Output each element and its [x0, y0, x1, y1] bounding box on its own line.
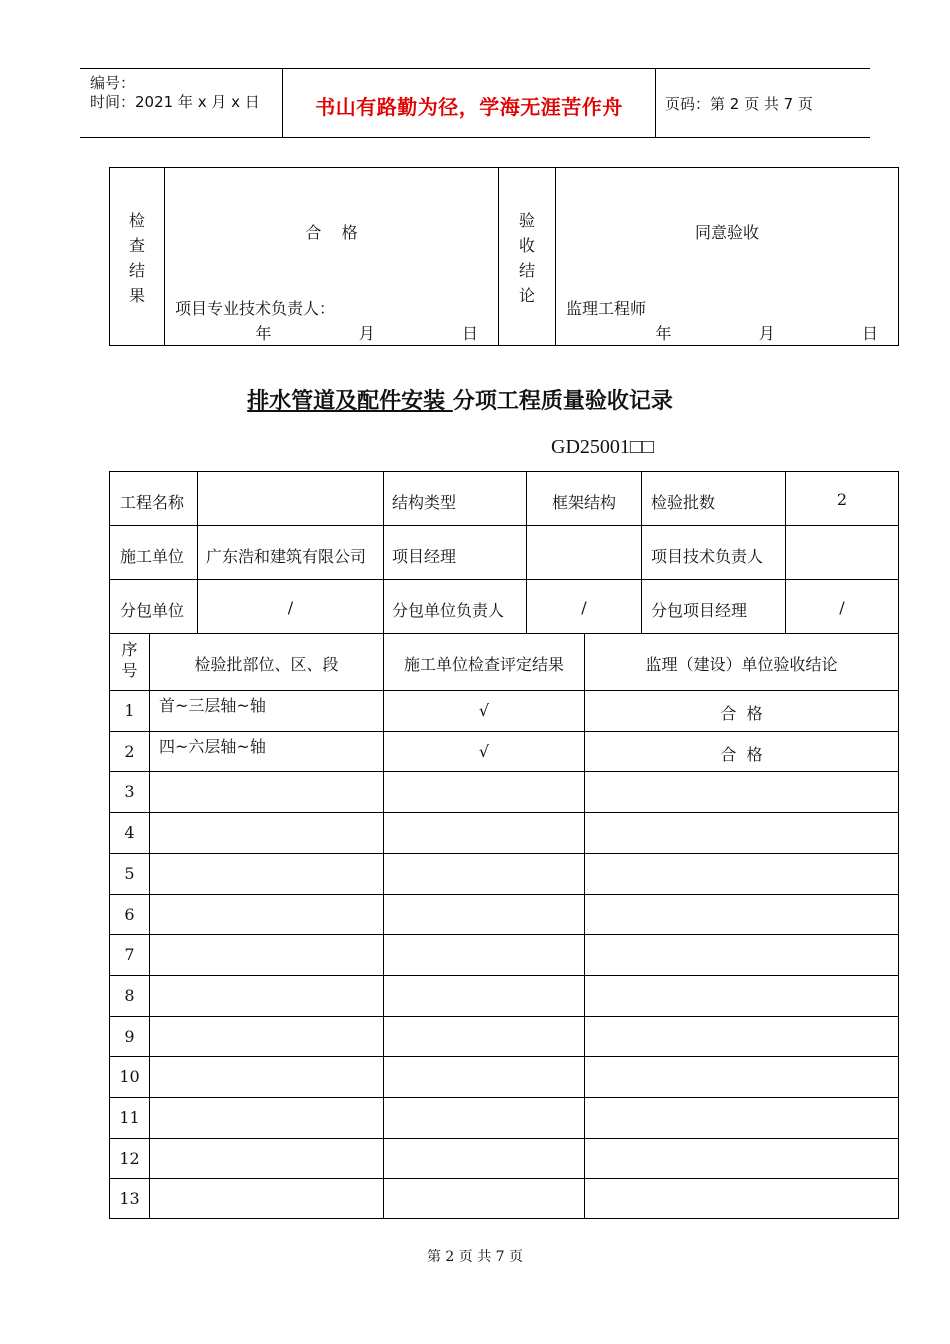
row-number: 12: [119, 1149, 140, 1168]
row-divider: [110, 1056, 898, 1057]
time-label: 时间：2021 年 x 月 x 日: [90, 93, 260, 111]
contractor-value: 广东浩和建筑有限公司: [206, 547, 367, 566]
row-number: 2: [124, 742, 135, 761]
row-check: √: [478, 701, 490, 720]
motto: 书山有路勤为径，学海无涯苦作舟: [315, 94, 623, 119]
batch-count-value: 2: [836, 490, 848, 509]
structure-type-value: 框架结构: [551, 493, 616, 512]
tech-lead-label: 项目技术负责人: [651, 547, 764, 566]
row-divider: [110, 1097, 898, 1098]
accept-signer: 监理工程师: [566, 299, 647, 318]
row-number: 5: [124, 864, 135, 883]
row-number: 10: [119, 1067, 140, 1086]
col-location: 检验批部位、区、段: [194, 655, 339, 674]
row-divider: [110, 731, 898, 732]
number-label: 编号：: [90, 74, 136, 92]
check-signer: 项目专业技术负责人：: [175, 299, 336, 318]
row-divider: [110, 1178, 898, 1179]
row-divider: [110, 771, 898, 772]
row-conclusion: 合 格: [720, 745, 763, 764]
header-page-cell: [655, 69, 870, 137]
row-divider: [110, 894, 898, 895]
pm-label: 项目经理: [392, 547, 457, 566]
row-divider: [110, 1138, 898, 1139]
project-name-label: 工程名称: [120, 493, 185, 512]
accept-result-cell: [556, 168, 898, 345]
row-number: 13: [119, 1189, 140, 1208]
col-supervisor-result: 监理（建设）单位验收结论: [645, 655, 838, 674]
check-date: 年 月 日: [255, 324, 478, 343]
row-divider: [110, 975, 898, 976]
title-item-name: 排水管道及配件安装: [247, 388, 453, 414]
header-motto-cell: [282, 69, 656, 137]
title-rest: 分项工程质量验收记录: [452, 388, 673, 414]
row-location: 四~六层轴~轴: [159, 737, 266, 756]
check-result-cell: [165, 168, 499, 345]
col-contractor-result: 施工单位检查评定结果: [403, 655, 564, 674]
result-table: [109, 167, 899, 346]
form-code: GD25001□□: [551, 436, 655, 458]
accept-label-cell: [499, 168, 556, 345]
accept-value: 同意验收: [694, 223, 759, 242]
sub-pm-value: /: [839, 598, 845, 617]
page-footer: 第 2 页 共 7 页: [426, 1249, 524, 1265]
batch-count-label: 检验批数: [651, 493, 716, 512]
row-number: 6: [124, 905, 135, 924]
sub-lead-value: /: [581, 598, 587, 617]
check-label: 检 查 结 果: [128, 211, 145, 305]
row-number: 4: [124, 823, 135, 842]
row-divider: [110, 812, 898, 813]
row-number: 11: [119, 1108, 140, 1127]
row-location: 首~三层轴~轴: [159, 696, 266, 715]
structure-type-label: 结构类型: [392, 493, 457, 512]
header-meta: [80, 69, 282, 137]
check-value: 合 格: [305, 223, 358, 242]
accept-date: 年 月 日: [655, 324, 878, 343]
contractor-label: 施工单位: [120, 547, 185, 566]
row-number: 9: [124, 1027, 135, 1046]
document-title: [0, 384, 920, 415]
row-divider: [110, 934, 898, 935]
row-check: √: [478, 742, 490, 761]
row-number: 7: [124, 945, 135, 964]
sub-pm-label: 分包项目经理: [651, 601, 748, 620]
sub-lead-label: 分包单位负责人: [392, 601, 505, 620]
row-divider: [110, 1016, 898, 1017]
col-seq: 序 号: [121, 640, 138, 680]
acceptance-table: [109, 471, 899, 1219]
accept-label: 验 收 结 论: [518, 211, 535, 305]
row-number: 1: [124, 701, 135, 720]
row-conclusion: 合 格: [720, 704, 763, 723]
row-number: 3: [124, 782, 135, 801]
row-divider: [110, 853, 898, 854]
sub-value: /: [287, 598, 294, 617]
page-header: [80, 68, 870, 138]
check-label-cell: [110, 168, 165, 345]
row-number: 8: [124, 986, 135, 1005]
sub-label: 分包单位: [120, 601, 185, 620]
page-label: 页码：第 2 页 共 7 页: [665, 94, 813, 113]
